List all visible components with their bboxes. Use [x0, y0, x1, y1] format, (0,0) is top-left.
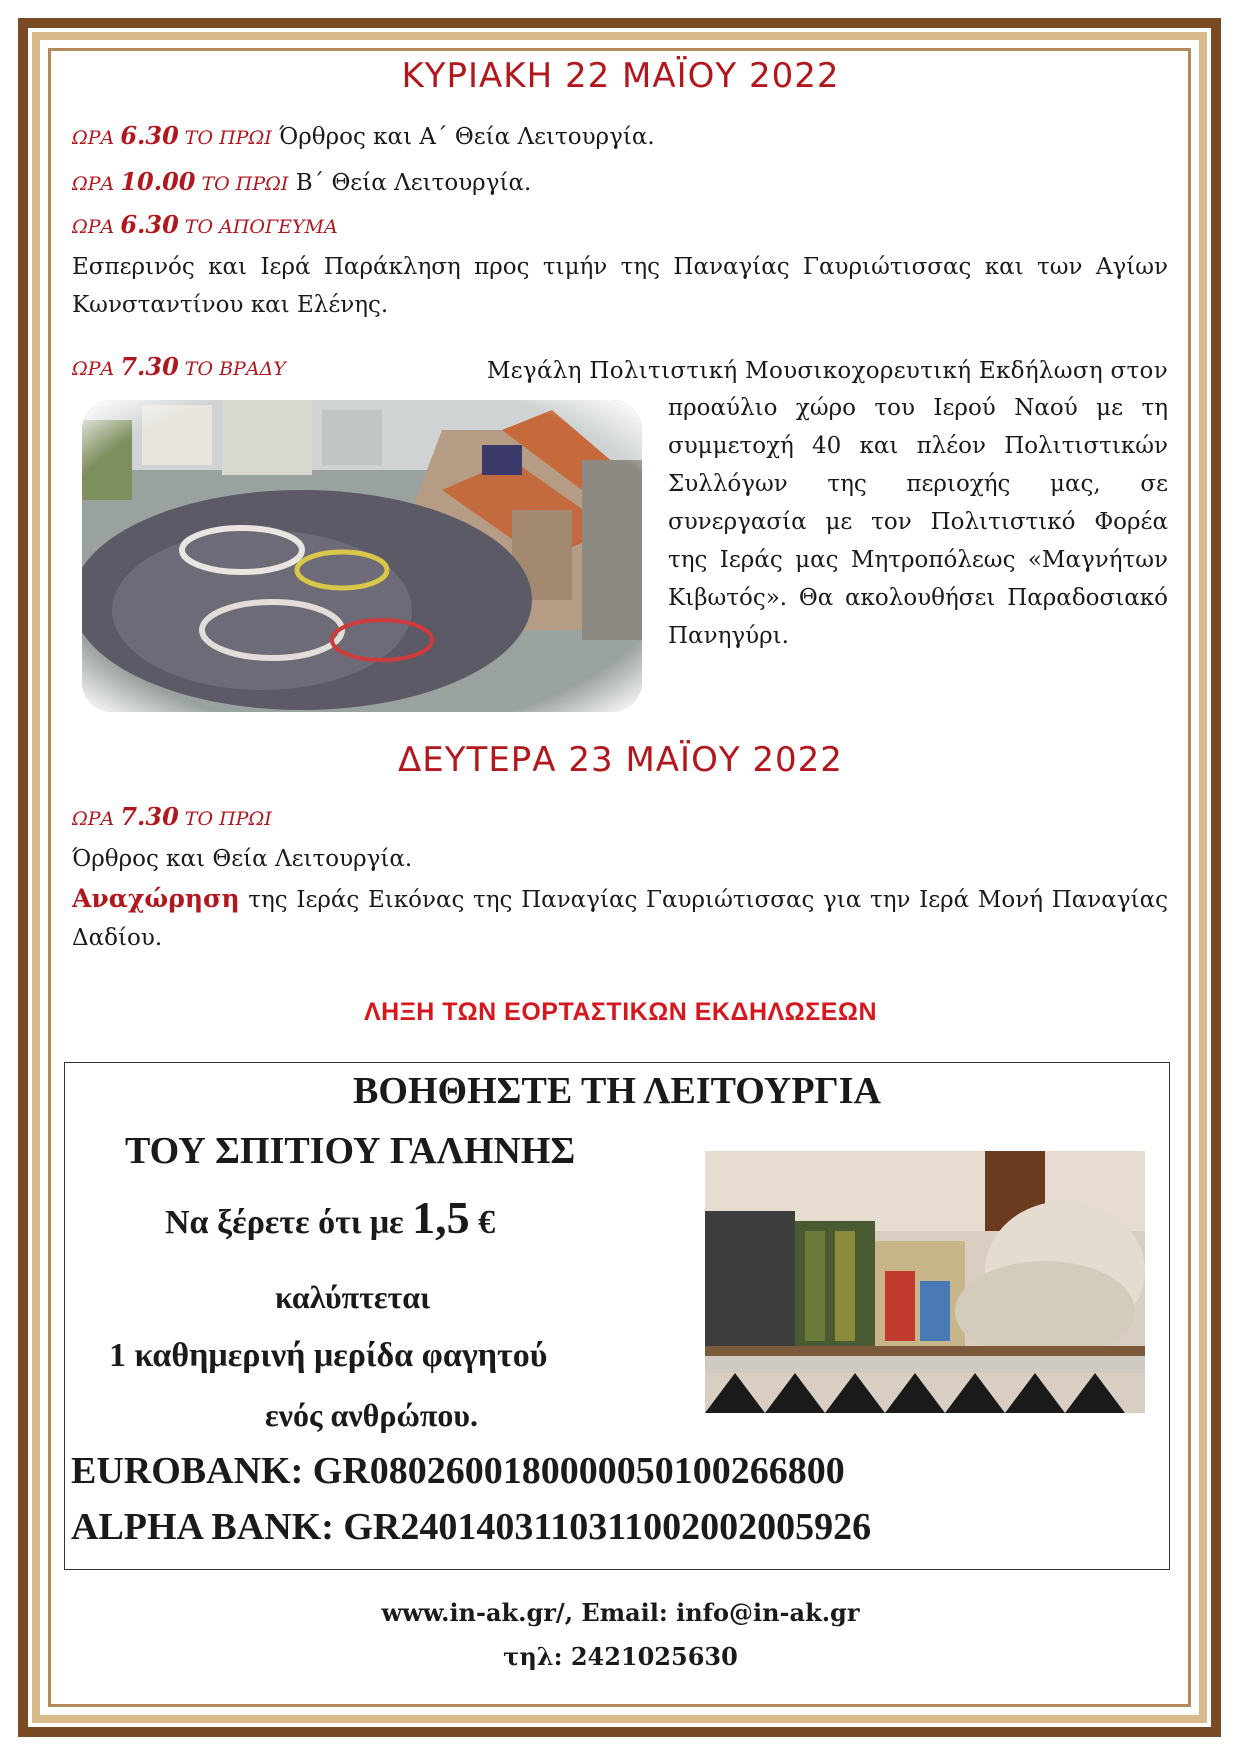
sunday-heading: ΚΥΡΙΑΚΗ 22 ΜΑΪΟΥ 2022 [401, 56, 840, 96]
time-label: ΩΡΑ 7.30 ΤΟ ΠΡΩΙ [72, 802, 272, 831]
schedule-text: Όρθρος και Α΄ Θεία Λειτουργία. [271, 124, 655, 150]
donation-amount: 1,5 [412, 1192, 470, 1243]
food-supplies-image [705, 1151, 1145, 1413]
donation-line6: ενός ανθρώπου. [265, 1397, 478, 1433]
monday-service: Όρθρος και Θεία Λειτουργία. [72, 846, 413, 872]
time-label: ΩΡΑ 10.00 ΤΟ ΠΡΩΙ [72, 167, 289, 196]
festival-photo-image [82, 400, 642, 712]
food-supplies-photo [705, 1151, 1145, 1413]
schedule-text: Β΄ Θεία Λειτουργία. [288, 170, 532, 196]
alphabank-iban: ALPHA BANK: GR2401403110311002002005926 [71, 1506, 872, 1548]
eurobank-iban: EUROBANK: GR0802600180000050100266800 [71, 1450, 845, 1492]
schedule-item [72, 210, 1172, 239]
departure-text [72, 880, 1168, 957]
donation-box [64, 1062, 1170, 1570]
donation-line3: Να ξέρετε ότι με 1,5 € [165, 1192, 496, 1243]
time-label: ΩΡΑ 6.30 ΤΟ ΑΠΟΓΕΥΜΑ [72, 210, 338, 239]
schedule-item [72, 802, 1172, 831]
donation-line4: καλύπτεται [275, 1279, 431, 1315]
footer-contact: www.in-ak.gr/, Email: info@in-ak.gr [381, 1598, 860, 1627]
time-label: ΩΡΑ 7.30 ΤΟ ΒΡΑΔΥ [72, 352, 286, 381]
festival-photo [82, 400, 642, 712]
monday-heading: ΔΕΥΤΕΡΑ 23 ΜΑΪΟΥ 2022 [398, 740, 843, 780]
donation-line1: ΒΟΗΘΗΣΤΕ ΤΗ ΛΕΙΤΟΥΡΓΙΑ [353, 1070, 881, 1112]
donation-line5: 1 καθημερινή μερίδα φαγητού [109, 1337, 548, 1374]
schedule-item [72, 164, 1172, 202]
vespers-text: Εσπερινός και Ιερά Παράκληση προς τιμήν της Παναγίας Γαυριώτισσας και των Αγίων Κωνσταντίνου και Ελένης. [72, 254, 1168, 318]
footer-phone: τηλ: 2421025630 [503, 1642, 738, 1671]
evening-text-first: Μεγάλη Πολιτιστική Μουσικοχορευτική Εκδήλωση στον [486, 358, 1168, 384]
schedule-item [72, 118, 1172, 156]
end-title: ΛΗΞΗ ΤΩΝ ΕΟΡΤΑΣΤΙΚΩΝ ΕΚΔΗΛΩΣΕΩΝ [363, 998, 877, 1026]
departure-rest: της Ιεράς Εικόνας της Παναγίας Γαυριώτισσας για την Ιερά Μονή Παναγίας Δαδίου. [72, 887, 1168, 951]
departure-word: Αναχώρηση [72, 884, 240, 913]
donation-line2: ΤΟΥ ΣΠΙΤΙΟΥ ΓΑΛΗΝΗΣ [125, 1130, 576, 1172]
evening-text: προαύλιο χώρο του Ιερού Ναού με τη συμμετοχή 40 και πλέον Πολιτιστικών Συλλόγων της περιοχής μας, σε συνεργασία με τον Πολιτιστικό Φορέα της Ιεράς μας Μητροπόλεως «Μαγνήτων Κιβωτός». Θα ακολουθήσει Παραδοσιακό Πανηγύρι. [668, 395, 1168, 649]
time-label: ΩΡΑ 6.30 ΤΟ ΠΡΩΙ [72, 121, 272, 150]
